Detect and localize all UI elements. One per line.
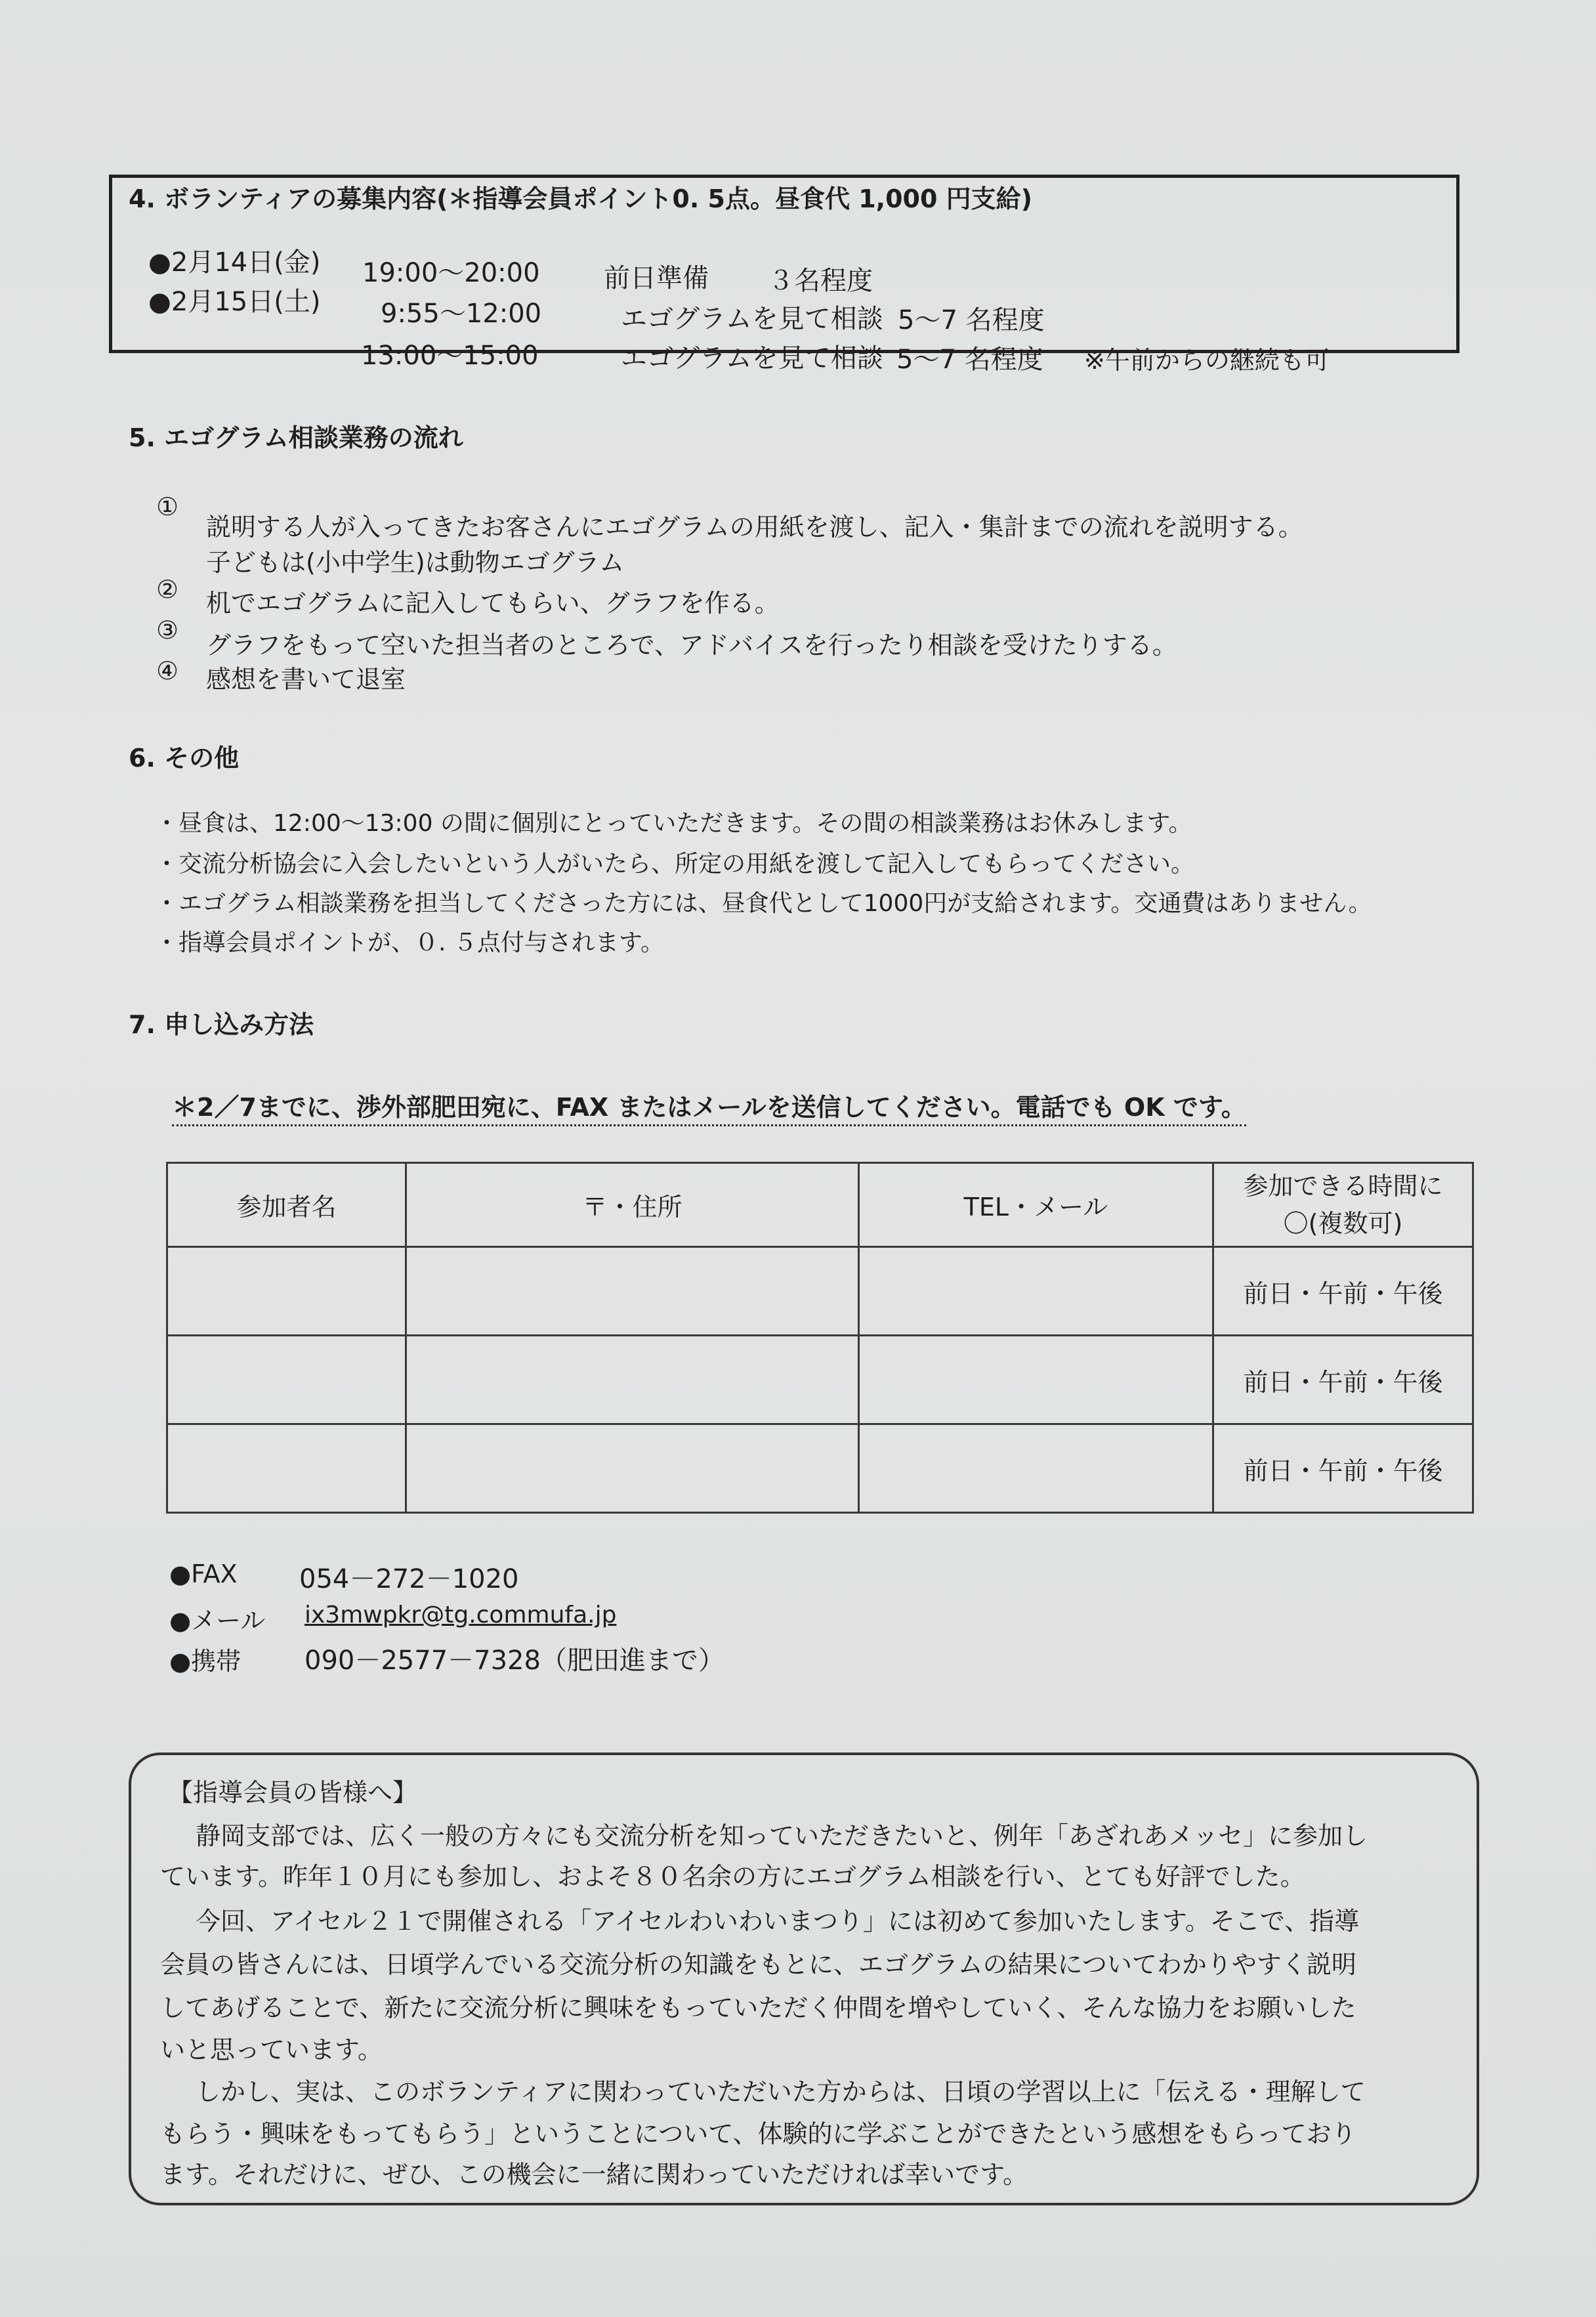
contact-mail-label: ●メール	[169, 1606, 266, 1635]
header-available-times-line1: 参加できる時間に	[1243, 1171, 1443, 1201]
guidance-line-1: 静岡支部では、広く一般の方々にも交流分析を知っていただきたいと、例年「あざれあメッセ」に参加し	[196, 1821, 1368, 1850]
cell-contact[interactable]	[859, 1424, 1213, 1513]
schedule-row-2-task: エゴグラムを見て相談	[621, 304, 883, 334]
guidance-line-9: ます。それだけに、ぜひ、この機会に一緒に関わっていただければ幸いです。	[160, 2160, 1028, 2189]
schedule-row-3-time: 13:00～15:00	[361, 341, 539, 371]
contact-mobile-label: ●携帯	[169, 1647, 242, 1676]
schedule-row-3-count: 5～7 名程度	[896, 345, 1043, 375]
step-2-number: ②	[156, 575, 179, 604]
cell-address[interactable]	[406, 1247, 859, 1336]
header-available-times-line2: 〇(複数可)	[1283, 1208, 1403, 1238]
header-postal-address: 〒・住所	[406, 1163, 859, 1247]
guidance-line-3: 今回、アイセル２１で開催される「アイセルわいわいまつり」には初めて参加いたします。そこで、指導	[196, 1907, 1360, 1936]
section-4-heading: 4. ボランティアの募集内容(＊指導会員ポイント0. 5点。昼食代 1,000 円支給)	[129, 184, 1033, 213]
header-available-times	[1213, 1163, 1473, 1247]
schedule-row-1-time: 19:00～20:00	[362, 258, 540, 288]
schedule-row-2-date: ●2月15日(土)	[148, 287, 321, 317]
schedule-row-3-note: ※午前からの継続も可	[1084, 346, 1330, 375]
schedule-row-3-task: エゴグラムを見て相談	[621, 343, 883, 373]
guidance-title: 【指導会員の皆様へ】	[168, 1778, 418, 1807]
step-1-text: 説明する人が入ってきたお客さんにエゴグラムの用紙を渡し、記入・集計までの流れを説明する。	[206, 513, 1303, 542]
step-3-text: グラフをもって空いた担当者のところで、アドバイスを行ったり相談を受けたりする。	[206, 631, 1177, 660]
step-4-number: ④	[156, 656, 179, 685]
section-5-heading: 5. エゴグラム相談業務の流れ	[129, 423, 463, 452]
application-instruction: ＊2／7までに、渉外部肥田宛に、FAX またはメールを送信してください。電話でも OK です。	[172, 1087, 1246, 1126]
contact-mobile-value: 090－2577－7328（肥田進まで）	[304, 1646, 724, 1676]
guidance-line-5: してあげることで、新たに交流分析に興味をもっていただく仲間を増やしていく、そんな協力をお願いした	[160, 1993, 1356, 2022]
cell-times[interactable]: 前日・午前・午後	[1213, 1424, 1473, 1513]
section-7-heading: 7. 申し込み方法	[129, 1010, 314, 1039]
table-row	[167, 1424, 1473, 1513]
step-2-text: 机でエゴグラムに記入してもらい、グラフを作る。	[206, 589, 780, 618]
schedule-row-1-task: 前日準備	[604, 263, 709, 293]
section-6-heading: 6. その他	[129, 744, 240, 773]
other-item-2: ・交流分析協会に入会したいという人がいたら、所定の用紙を渡して記入してもらってください。	[155, 851, 1195, 878]
cell-name[interactable]	[167, 1336, 406, 1424]
guidance-line-2: ています。昨年１０月にも参加し、およそ８０名余の方にエゴグラム相談を行い、とても好評でした。	[160, 1862, 1305, 1891]
schedule-row-1-date: ●2月14日(金)	[148, 247, 321, 278]
guidance-box	[129, 1753, 1479, 2205]
schedule-row-1-count: ３名程度	[768, 266, 873, 296]
table-row	[167, 1336, 1473, 1424]
contact-fax-label: ●FAX	[169, 1560, 238, 1588]
header-participant-name: 参加者名	[167, 1163, 406, 1247]
cell-contact[interactable]	[859, 1336, 1213, 1424]
guidance-line-7: しかし、実は、このボランティアに関わっていただいた方からは、日頃の学習以上に「伝える・理解して	[196, 2077, 1366, 2106]
cell-name[interactable]	[167, 1247, 406, 1336]
cell-contact[interactable]	[859, 1247, 1213, 1336]
table-header-row	[167, 1163, 1473, 1247]
step-3-number: ③	[156, 616, 179, 645]
schedule-row-2-time: 9:55～12:00	[381, 299, 542, 329]
cell-times[interactable]: 前日・午前・午後	[1213, 1247, 1473, 1336]
other-item-4: ・指導会員ポイントが、０. ５点付与されます。	[155, 929, 665, 956]
other-item-1: ・昼食は、12:00～13:00 の間に個別にとっていただきます。その間の相談業務はお休みします。	[155, 810, 1192, 837]
cell-address[interactable]	[406, 1336, 859, 1424]
cell-times[interactable]: 前日・午前・午後	[1213, 1336, 1473, 1424]
step-4-text: 感想を書いて退室	[206, 665, 406, 694]
guidance-line-4: 会員の皆さんには、日頃学んでいる交流分析の知識をもとに、エゴグラムの結果についてわかりやすく説明	[160, 1950, 1356, 1979]
step-1-subtext: 子どもは(小中学生)は動物エゴグラム	[206, 548, 625, 577]
application-table	[166, 1162, 1474, 1514]
guidance-line-8: もらう・興味をもってもらう」ということについて、体験的に学ぶことができたという感想をもらっており	[160, 2119, 1356, 2148]
contact-mail-value[interactable]: ix3mwpkr@tg.commufa.jp	[304, 1602, 617, 1628]
schedule-row-2-count: 5～7 名程度	[898, 305, 1045, 335]
cell-address[interactable]	[406, 1424, 859, 1513]
table-row	[167, 1247, 1473, 1336]
contact-fax-value: 054－272－1020	[299, 1564, 519, 1594]
header-tel-mail: TEL・メール	[859, 1163, 1213, 1247]
guidance-line-6: いと思っています。	[160, 2035, 383, 2064]
step-1-number: ①	[156, 492, 179, 521]
cell-name[interactable]	[167, 1424, 406, 1513]
other-item-3: ・エゴグラム相談業務を担当してくださった方には、昼食代として1000円が支給されます。交通費はありません。	[155, 890, 1372, 917]
